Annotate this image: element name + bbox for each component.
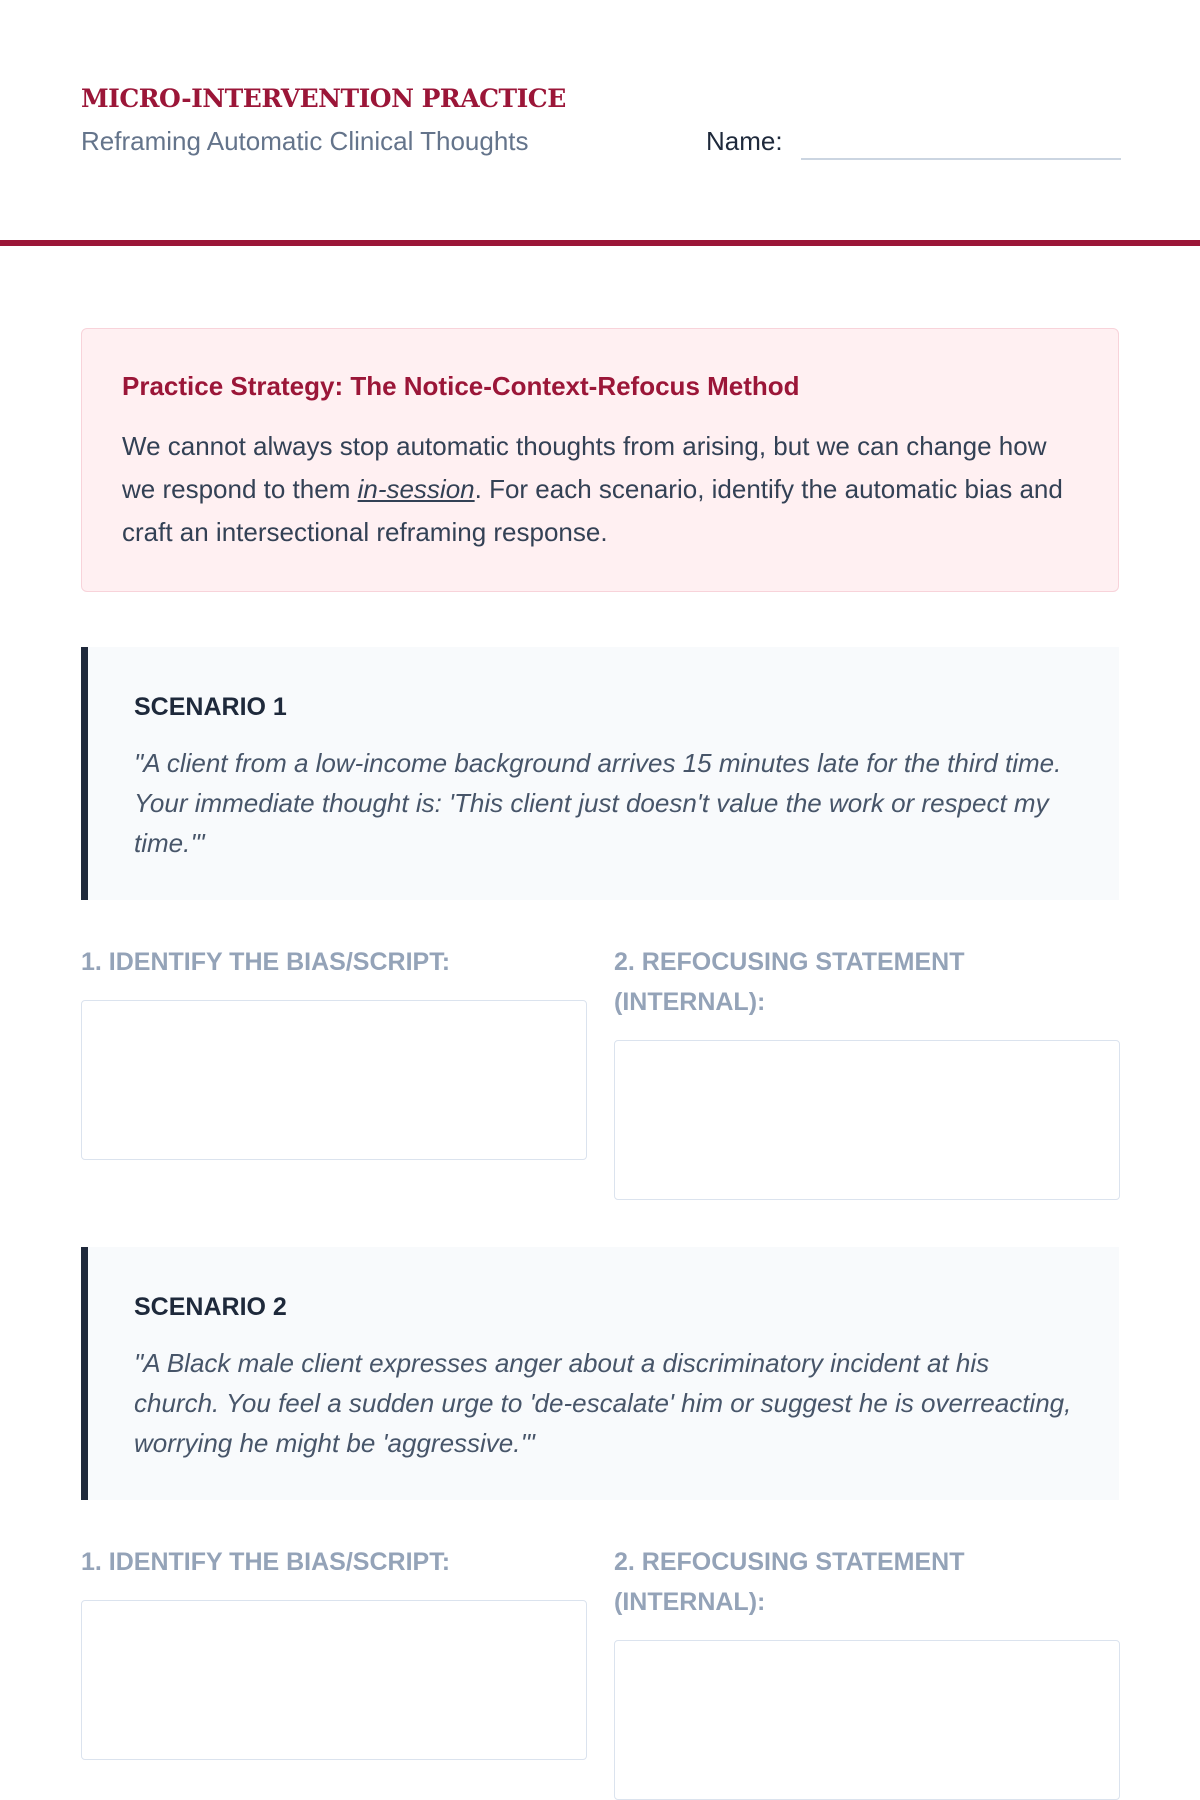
refocus-label: 2. REFOCUSING STATEMENT (INTERNAL): bbox=[614, 1548, 965, 1616]
strategy-text-lead: We cannot always stop automatic thoughts from arising, but we can change how we respond to them bbox=[122, 431, 1047, 504]
refocus-column bbox=[614, 1542, 1120, 1800]
scenario-label: SCENARIO 1 bbox=[134, 693, 287, 721]
scenario-label: SCENARIO 2 bbox=[134, 1293, 287, 1321]
strategy-title: Practice Strategy: The Notice-Context-Refocus Method bbox=[122, 371, 800, 401]
scenario-text: "A client from a low-income background arrives 15 minutes late for the third time. Your immediate thought is: 'This client just doesn't value the work or respect my time.'" bbox=[134, 748, 1062, 858]
strategy-emphasis: in-session bbox=[357, 474, 475, 504]
scenario-card bbox=[81, 1247, 1119, 1500]
refocus-label: 2. REFOCUSING STATEMENT (INTERNAL): bbox=[614, 948, 965, 1016]
bias-input[interactable] bbox=[81, 1600, 587, 1760]
bias-input[interactable] bbox=[81, 1000, 587, 1160]
bias-column bbox=[81, 1542, 587, 1760]
worksheet-subtitle: Reframing Automatic Clinical Thoughts bbox=[81, 126, 529, 156]
header-divider bbox=[0, 240, 1200, 246]
refocus-column bbox=[614, 942, 1120, 1200]
strategy-callout bbox=[81, 328, 1119, 592]
bias-label: 1. IDENTIFY THE BIAS/SCRIPT: bbox=[81, 948, 451, 976]
bias-label: 1. IDENTIFY THE BIAS/SCRIPT: bbox=[81, 1548, 451, 1576]
scenario-text: "A Black male client expresses anger about a discriminatory incident at his church. You feel a sudden urge to 'de-escalate' him or suggest he is overreacting, worrying he might be 'aggressive.'" bbox=[134, 1348, 1072, 1458]
worksheet-title: MICRO-INTERVENTION PRACTICE bbox=[81, 84, 566, 113]
worksheet-header bbox=[0, 0, 1200, 240]
name-label: Name: bbox=[706, 126, 783, 156]
strategy-text bbox=[122, 425, 1080, 554]
refocus-input[interactable] bbox=[614, 1040, 1120, 1200]
refocus-input[interactable] bbox=[614, 1640, 1120, 1800]
scenario-card bbox=[81, 647, 1119, 900]
strategy-text-tail: . For each scenario, identify the automatic bias and craft an intersectional reframing response. bbox=[122, 474, 1063, 547]
name-field[interactable] bbox=[801, 158, 1121, 160]
bias-column bbox=[81, 942, 587, 1160]
